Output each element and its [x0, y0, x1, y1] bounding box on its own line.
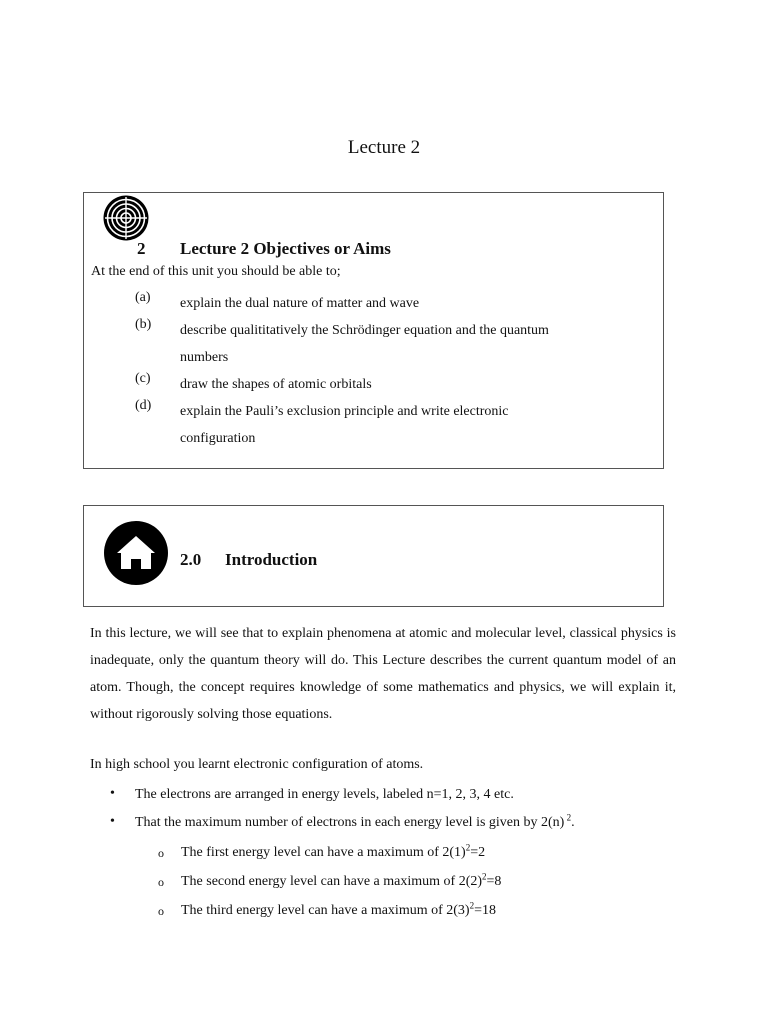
circle-bullet-icon: o [158, 846, 164, 860]
objectives-intro: At the end of this unit you should be able to; [91, 264, 341, 279]
high-school-paragraph: In high school you learnt electronic configuration of atoms. [90, 757, 424, 772]
sub-bullet-end: =18 [474, 903, 496, 918]
bullet-text [135, 812, 575, 831]
introduction-paragraph: In this lecture, we will see that to explain phenomena at atomic and molecular level, classical physics is inadequate, only the quantum theory will do. This Lecture describes the current quantum model of an atom. Though, the concept requires knowledge of some mathematics and physics, we will explain it, without rigorously solving those equations. [90, 626, 676, 722]
objective-label: (a) [135, 290, 151, 305]
objective-text: explain the dual nature of matter and wave [180, 296, 420, 311]
sub-bullet-text [181, 900, 496, 919]
target-icon [103, 195, 149, 241]
superscript: 2 [465, 842, 471, 853]
sub-bullet-main: The third energy level can have a maximum of 2(3) [181, 903, 470, 918]
home-icon [103, 520, 169, 586]
objective-label: (b) [135, 317, 152, 332]
circle-bullet-icon: o [158, 904, 164, 918]
objectives-number: 2 [137, 239, 146, 258]
superscript: 2 [469, 900, 475, 911]
bullet-dot-icon: • [110, 814, 115, 829]
bullet-text-main: That the maximum number of electrons in each energy level is given by 2(n) [135, 815, 565, 830]
sub-bullet-text [181, 842, 486, 861]
superscript: 2 [564, 812, 572, 823]
objective-text: draw the shapes of atomic orbitals [180, 377, 372, 392]
introduction-number: 2.0 [180, 550, 202, 569]
objectives-box [83, 192, 664, 469]
objective-label: (d) [135, 398, 152, 413]
bullet-dot-icon: • [110, 786, 115, 801]
sub-bullet-text [181, 871, 502, 890]
objective-text: explain the Pauli’s exclusion principle and write electronic configuration [180, 404, 509, 446]
sub-bullet-main: The first energy level can have a maximum of 2(1) [181, 845, 466, 860]
bullet-text-end: . [571, 815, 575, 830]
introduction-heading: Introduction [225, 550, 318, 569]
sub-bullet-end: =8 [486, 874, 502, 889]
objective-text: describe qualititatively the Schrödinger equation and the quantum numbers [180, 323, 549, 365]
objective-label: (c) [135, 371, 151, 386]
bullet-text: The electrons are arranged in energy levels, labeled n=1, 2, 3, 4 etc. [135, 787, 514, 802]
sub-bullet-main: The second energy level can have a maximum of 2(2) [181, 874, 483, 889]
page-title: Lecture 2 [347, 137, 421, 158]
sub-bullet-end: =2 [470, 845, 486, 860]
circle-bullet-icon: o [158, 875, 164, 889]
objectives-heading: Lecture 2 Objectives or Aims [180, 239, 391, 258]
superscript: 2 [482, 871, 487, 882]
introduction-box [83, 505, 664, 607]
